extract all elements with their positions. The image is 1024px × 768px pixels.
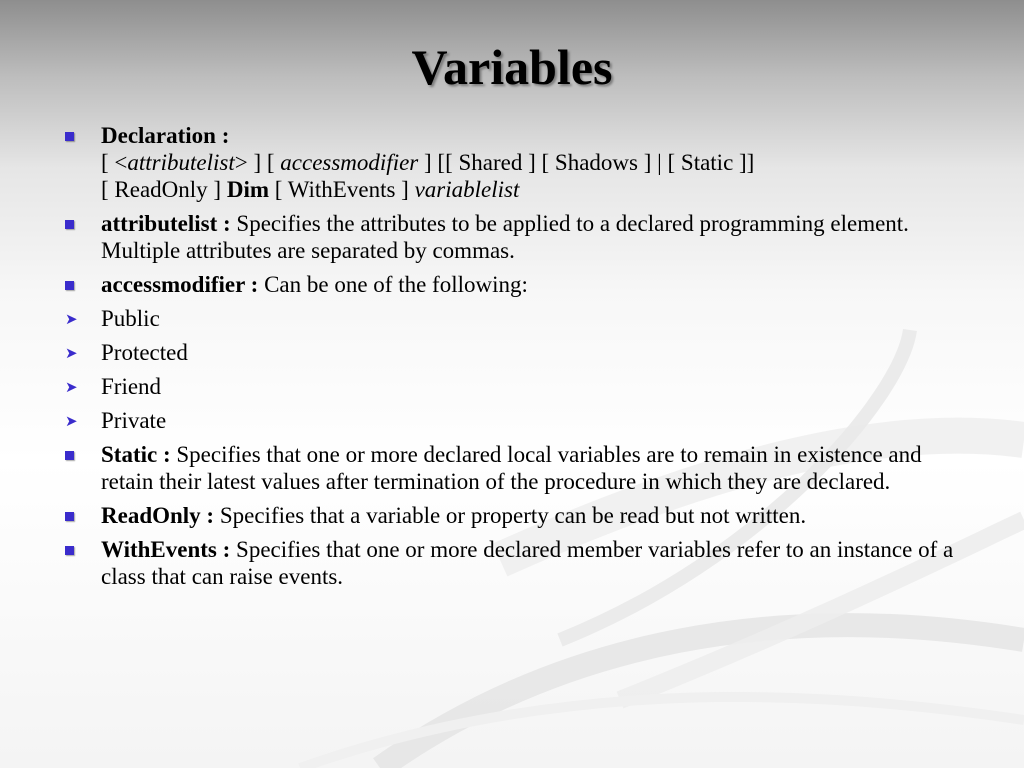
sub-bullet-private	[62, 407, 972, 434]
attributelist-label: attributelist :	[101, 211, 231, 236]
square-bullet-icon	[65, 546, 74, 555]
arrow-bullet-icon: ➤	[65, 378, 78, 396]
bullet-readonly	[62, 502, 972, 529]
withevents-text: Specifies that one or more declared member variables refer to an instance of a class that can raise events.	[101, 537, 954, 589]
static-label: Static :	[101, 442, 171, 467]
bullet-declaration	[62, 122, 972, 203]
sub-bullet-protected	[62, 339, 972, 366]
bullet-accessmodifier	[62, 271, 972, 298]
sub-bullet-friend	[62, 373, 972, 400]
access-option: Public	[101, 306, 160, 331]
square-bullet-icon	[65, 132, 74, 141]
accessmodifier-text: Can be one of the following:	[258, 272, 528, 297]
bullet-static	[62, 441, 972, 495]
square-bullet-icon	[65, 220, 74, 229]
declaration-syntax-line-2: [ ReadOnly ] Dim [ WithEvents ] variablelist	[101, 177, 520, 202]
square-bullet-icon	[65, 512, 74, 521]
square-bullet-icon	[65, 281, 74, 290]
declaration-syntax-line-1: [ <attributelist> ] [ accessmodifier ] [[ Shared ] [ Shadows ] | [ Static ]]	[101, 150, 755, 175]
sub-bullet-public	[62, 305, 972, 332]
bullet-list	[62, 122, 972, 597]
declaration-label: Declaration :	[101, 123, 230, 148]
attributelist-text: Specifies the attributes to be applied to a declared programming element. Multiple attributes are separated by commas.	[101, 211, 909, 263]
accessmodifier-label: accessmodifier :	[101, 272, 259, 297]
access-option: Friend	[101, 374, 162, 399]
readonly-text: Specifies that a variable or property can be read but not written.	[214, 503, 807, 528]
arrow-bullet-icon: ➤	[65, 412, 78, 430]
access-option: Private	[101, 408, 167, 433]
arrow-bullet-icon: ➤	[65, 310, 78, 328]
arrow-bullet-icon: ➤	[65, 344, 78, 362]
bullet-withevents	[62, 536, 972, 590]
access-option: Protected	[101, 340, 188, 365]
slide-title: Variables	[411, 39, 613, 95]
readonly-label: ReadOnly :	[101, 503, 215, 528]
bullet-attributelist	[62, 210, 972, 264]
square-bullet-icon	[65, 451, 74, 460]
static-text: Specifies that one or more declared local variables are to remain in existence and retain their latest values after termination of the procedure in which they are declared.	[101, 442, 922, 494]
withevents-label: WithEvents :	[101, 537, 231, 562]
